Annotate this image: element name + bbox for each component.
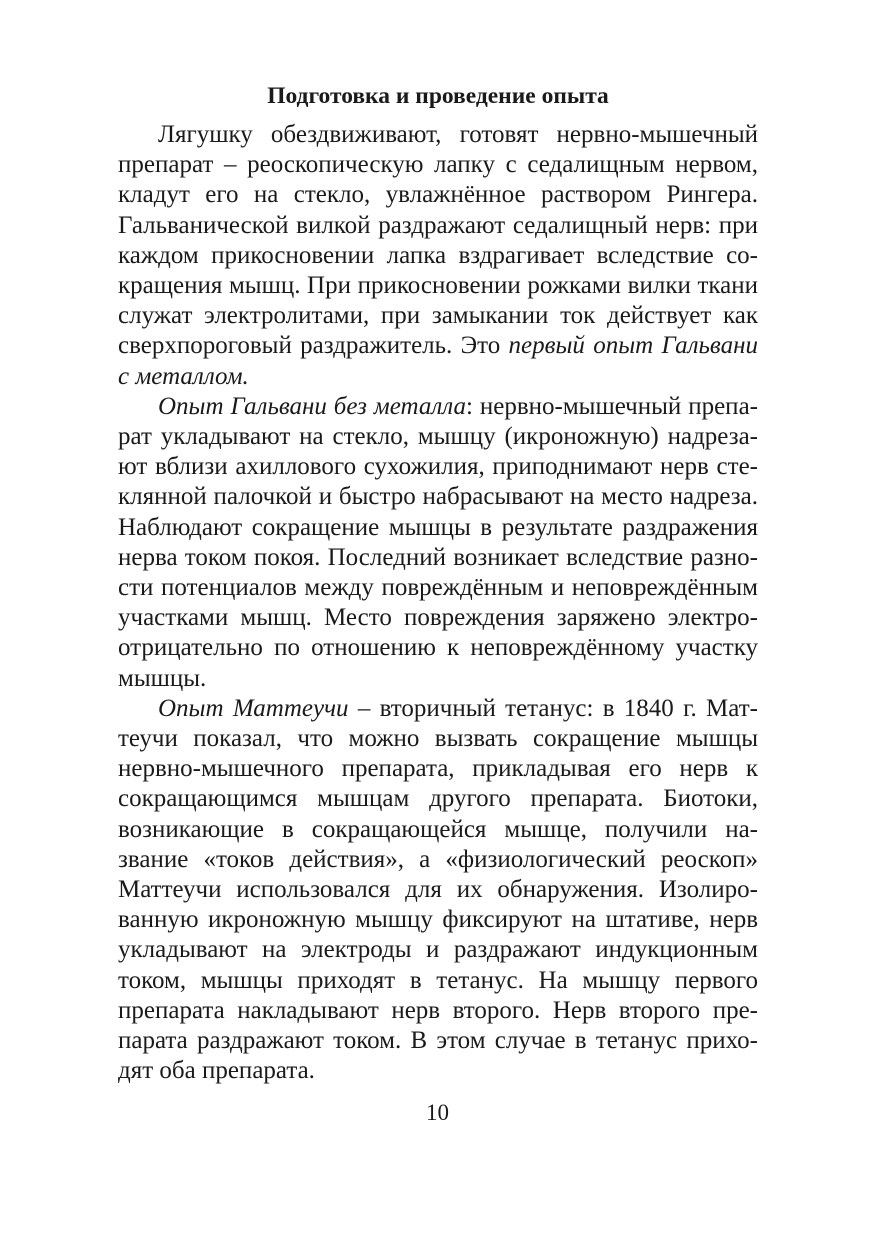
page-body [118, 78, 758, 1087]
paragraph-text: : нервно-мышечный препарат укладывают на стекло, мышцу (икроножную) надрезают вблизи ахиллового сухожилия, приподнимают нерв стеклянной палочкой и быстро набрасывают на место надреза. Наблюдают сокращение мышцы в результате раздражения нерва током покоя. Последний возникает вследствие разности потенциалов между повреждённым и неповреждённым участками мышц. Место повреждения заряжено электроотрицательно по отношению к неповреждённому участку мышцы. [118, 392, 758, 692]
page-number: 10 [426, 1100, 449, 1125]
paragraph-first-experiment [118, 120, 758, 392]
section-heading: Подготовка и проведение опыта [267, 83, 609, 109]
paragraph-galvani-without-metal [118, 392, 758, 694]
paragraph-text: – вторичный тетанус: в 1840 г. Маттеучи показал, что можно вызвать сокращение мышцы нервно-мышечного препарата, прикладывая его нерв к сокращающимся мышцам другого препарата. Биотоки, возникающие в сокращающейся мышце, получили название «токов действия», а «физиологический реоскоп» Маттеучи использовался для их обнаружения. Изолированную икроножную мышцу фиксируют на штативе, нерв укладывают на электроды и раздражают индукционным током, мышцы приходят в тетанус. На мышцу первого препарата накладывают нерв второго. Нерв второго препарата раздражают током. В этом случае в тетанус приходят оба препарата. [118, 694, 758, 1085]
paragraph-text: Лягушку обездвиживают, готовят нервно-мышечный препарат – реоскопическую лапку с седалищным нервом, кладут его на стекло, увлажнённое раствором Рингера. Гальванической вилкой раздражают седалищный нерв: при каждом прикосновении лапка вздрагивает вследствие сокращения мышц. При прикосновении рожками вилки ткани служат электролитами, при замыкании ток действует как сверхпороговый раздражитель. Это [118, 121, 758, 360]
paragraph-italic-term: Опыт Маттеучи [158, 694, 349, 722]
paragraph-italic-term: Опыт Гальвани без металла [158, 392, 466, 420]
paragraph-matteucci-experiment [118, 694, 758, 1087]
paragraph-italic-term: первый опыт Гальвани с металлом. [118, 332, 759, 390]
